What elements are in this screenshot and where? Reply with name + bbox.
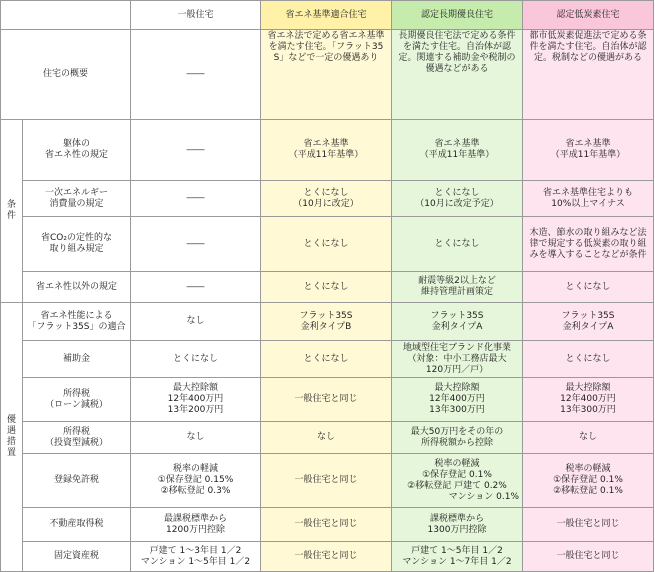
acquisition-general: 最課税標準から 1200万円控除 (131, 508, 261, 542)
label-acquisition-tax: 不動産取得税 (23, 508, 131, 542)
other-energy: とくになし (261, 272, 392, 303)
label-invest-tax: 所得税 （投資型減税） (23, 422, 131, 454)
invest-tax-general: なし (131, 422, 261, 454)
row-primary-energy (1, 181, 654, 217)
acquisition-lowcarbon: 一般住宅と同じ (523, 508, 654, 542)
registration-energy: 一般住宅と同じ (261, 454, 392, 508)
registration-general: 税率の軽減 ①保存登記 0.15% ②移転登記 0.3% (131, 454, 261, 508)
label-income-tax: 所得税 （ローン減税） (23, 378, 131, 422)
flat35-longterm: フラット35S 金利タイプA (392, 303, 523, 341)
flat35-energy: フラット35S 金利タイプB (261, 303, 392, 341)
income-tax-longterm: 最大控除額 12年400万円 13年300万円 (392, 378, 523, 422)
invest-tax-lowcarbon: なし (523, 422, 654, 454)
label-flat35: 省エネ性能による 「フラット35S」の適合 (23, 303, 131, 341)
label-skeleton: 躯体の 省エネ性の規定 (23, 120, 131, 181)
registration-longterm: 税率の軽減 ①保存登記 0.1% ②移転登記 戸建て 0.2% マンション 0.1% (392, 454, 523, 508)
row-subsidy (1, 341, 654, 378)
other-lowcarbon: とくになし (523, 272, 654, 303)
co2-general: ―― (131, 217, 261, 272)
other-longterm: 耐震等級2以上など 維持管理計画策定 (392, 272, 523, 303)
row-co2 (1, 217, 654, 272)
header-energy: 省エネ基準適合住宅 (261, 1, 392, 30)
header-lowcarbon: 認定低炭素住宅 (523, 1, 654, 30)
subsidy-lowcarbon: とくになし (523, 341, 654, 378)
skeleton-energy: 省エネ基準 （平成11年基準） (261, 120, 392, 181)
subsidy-longterm: 地域型住宅ブランド化事業 （対象：中小工務店最大 120万円／戸） (392, 341, 523, 378)
flat35-lowcarbon: フラット35S 金利タイプA (523, 303, 654, 341)
row-skeleton (1, 120, 654, 181)
label-registration-tax: 登録免許税 (23, 454, 131, 508)
header-row (1, 1, 654, 30)
income-tax-energy: 一般住宅と同じ (261, 378, 392, 422)
label-co2: 省CO₂の定性的な 取り組み規定 (23, 217, 131, 272)
primary-lowcarbon: 省エネ基準住宅よりも 10%以上マイナス (523, 181, 654, 217)
label-overview: 住宅の概要 (1, 30, 131, 120)
primary-energy: とくになし （10月に改定） (261, 181, 392, 217)
primary-longterm: とくになし （10月に改定予定） (392, 181, 523, 217)
label-property-tax: 固定資産税 (23, 542, 131, 572)
primary-general: ―― (131, 181, 261, 217)
label-primary-energy: 一次エネルギー 消費量の規定 (23, 181, 131, 217)
overview-lowcarbon: 都市低炭素促進法で定める条件を満たす住宅。自治体が認定。税制などの優遇がある (523, 30, 654, 120)
income-tax-lowcarbon: 最大控除額 12年400万円 13年300万円 (523, 378, 654, 422)
subsidy-general: とくになし (131, 341, 261, 378)
header-longterm: 認定長期優良住宅 (392, 1, 523, 30)
income-tax-general: 最大控除額 12年400万円 13年200万円 (131, 378, 261, 422)
overview-longterm: 長期優良住宅法で定める条件を満たす住宅。自治体が認定。関連する補助金や税制の優遇などがある (392, 30, 523, 120)
label-subsidy: 補助金 (23, 341, 131, 378)
label-other: 省エネ性以外の規定 (23, 272, 131, 303)
registration-lowcarbon: 税率の軽減 ①保存登記 0.1% ②移転登記 0.1% (523, 454, 654, 508)
row-acquisition-tax (1, 508, 654, 542)
row-income-tax (1, 378, 654, 422)
row-invest-tax (1, 422, 654, 454)
row-flat35 (1, 303, 654, 341)
overview-energy: 省エネ法で定める省エネ基準を満たす住宅。「フラット35S」などで一定の優遇あり (261, 30, 392, 120)
flat35-general: なし (131, 303, 261, 341)
acquisition-longterm: 課税標準から 1300万円控除 (392, 508, 523, 542)
invest-tax-longterm: 最大50万円をその年の 所得税額から控除 (392, 422, 523, 454)
property-longterm: 戸建て 1～5年目 1／2 マンション 1～7年目 1／2 (392, 542, 523, 572)
co2-lowcarbon: 木造、節水の取り組みなど法律で規定する低炭素の取り組みを導入することなどが条件 (523, 217, 654, 272)
property-lowcarbon: 一般住宅と同じ (523, 542, 654, 572)
co2-energy: とくになし (261, 217, 392, 272)
group-preferential: 優遇措置 (1, 303, 23, 572)
skeleton-lowcarbon: 省エネ基準 （平成11年基準） (523, 120, 654, 181)
subsidy-energy: とくになし (261, 341, 392, 378)
row-registration-tax (1, 454, 654, 508)
corner-cell (1, 1, 131, 30)
skeleton-general: ―― (131, 120, 261, 181)
skeleton-longterm: 省エネ基準 （平成11年基準） (392, 120, 523, 181)
acquisition-energy: 一般住宅と同じ (261, 508, 392, 542)
property-energy: 一般住宅と同じ (261, 542, 392, 572)
invest-tax-energy: なし (261, 422, 392, 454)
group-conditions: 条件 (1, 120, 23, 303)
row-other (1, 272, 654, 303)
row-overview (1, 30, 654, 120)
overview-general: ―― (131, 30, 261, 120)
co2-longterm: とくになし (392, 217, 523, 272)
property-general: 戸建て 1～3年目 1／2 マンション 1～5年目 1／2 (131, 542, 261, 572)
other-general: ―― (131, 272, 261, 303)
header-general: 一般住宅 (131, 1, 261, 30)
row-property-tax (1, 542, 654, 572)
